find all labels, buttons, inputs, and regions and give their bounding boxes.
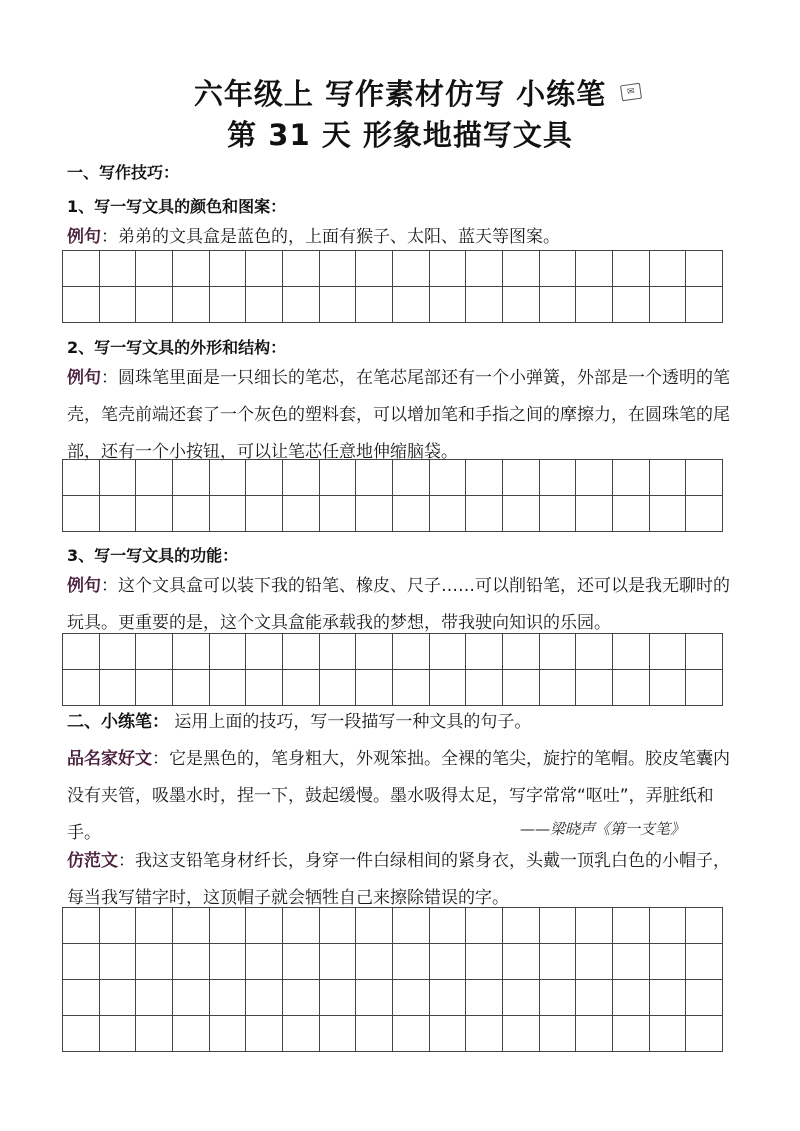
grid-cell[interactable] bbox=[650, 496, 687, 532]
grid-cell[interactable] bbox=[283, 496, 320, 532]
grid-cell[interactable] bbox=[576, 980, 613, 1016]
example-label: 例句 bbox=[67, 368, 101, 388]
grid-cell[interactable] bbox=[503, 670, 540, 706]
grid-cell[interactable] bbox=[173, 634, 210, 670]
grid-cell[interactable] bbox=[576, 287, 613, 323]
example-text: ：圆珠笔里面是一只细长的笔芯，在笔芯尾部还有一个小弹簧，外部是一个透明的笔壳，笔壳前端还套了一个灰色的塑料套，可以增加笔和手指之间的摩擦力，在圆珠笔的尾部，还有一个小按钮，可以让笔芯任意地伸缩脑袋。 bbox=[67, 368, 730, 462]
grid-cell[interactable] bbox=[393, 251, 430, 287]
grid-cell[interactable] bbox=[393, 634, 430, 670]
grid-cell[interactable] bbox=[246, 251, 283, 287]
grid-cell[interactable] bbox=[576, 634, 613, 670]
grid-cell[interactable] bbox=[63, 1016, 100, 1052]
page-title: 六年级上 写作素材仿写 小练笔 bbox=[193, 77, 607, 111]
grid-cell[interactable] bbox=[540, 908, 577, 944]
grid-cell[interactable] bbox=[283, 670, 320, 706]
grid-cell[interactable] bbox=[356, 670, 393, 706]
grid-cell[interactable] bbox=[613, 1016, 650, 1052]
grid-cell[interactable] bbox=[393, 908, 430, 944]
grid-cell[interactable] bbox=[246, 460, 283, 496]
grid-cell[interactable] bbox=[503, 1016, 540, 1052]
grid-cell[interactable] bbox=[246, 496, 283, 532]
grid-cell[interactable] bbox=[613, 908, 650, 944]
grid-cell[interactable] bbox=[540, 496, 577, 532]
grid-cell[interactable] bbox=[686, 908, 723, 944]
grid-cell[interactable] bbox=[356, 496, 393, 532]
grid-cell[interactable] bbox=[356, 1016, 393, 1052]
grid-cell[interactable] bbox=[686, 980, 723, 1016]
grid-cell[interactable] bbox=[430, 634, 467, 670]
section2-heading: 二、小练笔： bbox=[67, 712, 169, 732]
grid-cell[interactable] bbox=[503, 287, 540, 323]
grid-cell[interactable] bbox=[430, 670, 467, 706]
grid-cell[interactable] bbox=[356, 460, 393, 496]
grid-cell[interactable] bbox=[503, 980, 540, 1016]
grid-cell[interactable] bbox=[613, 287, 650, 323]
grid-cell[interactable] bbox=[320, 496, 357, 532]
section2-instruction: 运用上面的技巧，写一段描写一种文具的句子。 bbox=[174, 712, 532, 732]
grid-cell[interactable] bbox=[283, 980, 320, 1016]
grid-cell[interactable] bbox=[540, 980, 577, 1016]
grid-cell[interactable] bbox=[576, 496, 613, 532]
example-label: 例句 bbox=[67, 576, 101, 596]
grid-cell[interactable] bbox=[210, 496, 247, 532]
imitation-text: ：我这支铅笔身材纤长，身穿一件白绿相间的紧身衣，头戴一顶乳白色的小帽子，每当我写错字时，这顶帽子就会牺牲自己来擦除错误的字。 bbox=[67, 851, 730, 908]
grid-cell[interactable] bbox=[356, 287, 393, 323]
grid-cell[interactable] bbox=[136, 670, 173, 706]
section1-heading: 一、写作技巧： bbox=[67, 163, 180, 182]
grid-cell[interactable] bbox=[466, 944, 503, 980]
grid-cell[interactable] bbox=[283, 908, 320, 944]
grid-cell[interactable] bbox=[100, 634, 137, 670]
grid-cell[interactable] bbox=[466, 908, 503, 944]
grid-cell[interactable] bbox=[650, 634, 687, 670]
item2-example bbox=[67, 360, 737, 471]
grid-cell[interactable] bbox=[576, 460, 613, 496]
grid-cell[interactable] bbox=[283, 287, 320, 323]
grid-cell[interactable] bbox=[320, 460, 357, 496]
grid-cell[interactable] bbox=[100, 944, 137, 980]
grid-cell[interactable] bbox=[613, 251, 650, 287]
grid-cell[interactable] bbox=[393, 670, 430, 706]
grid-cell[interactable] bbox=[210, 944, 247, 980]
grid-cell[interactable] bbox=[430, 980, 467, 1016]
grid-cell[interactable] bbox=[136, 944, 173, 980]
grid-cell[interactable] bbox=[173, 908, 210, 944]
grid-cell[interactable] bbox=[613, 670, 650, 706]
grid-cell[interactable] bbox=[63, 460, 100, 496]
grid-cell[interactable] bbox=[650, 251, 687, 287]
grid-cell[interactable] bbox=[356, 944, 393, 980]
example-label: 例句 bbox=[67, 227, 101, 247]
writing-grid-1[interactable] bbox=[62, 250, 723, 323]
grid-cell[interactable] bbox=[393, 1016, 430, 1052]
grid-cell[interactable] bbox=[466, 496, 503, 532]
grid-cell[interactable] bbox=[466, 460, 503, 496]
grid-cell[interactable] bbox=[686, 634, 723, 670]
grid-cell[interactable] bbox=[466, 634, 503, 670]
grid-cell[interactable] bbox=[503, 496, 540, 532]
grid-cell[interactable] bbox=[210, 670, 247, 706]
grid-cell[interactable] bbox=[650, 670, 687, 706]
grid-cell[interactable] bbox=[100, 460, 137, 496]
grid-cell[interactable] bbox=[686, 670, 723, 706]
grid-cell[interactable] bbox=[650, 944, 687, 980]
grid-cell[interactable] bbox=[136, 1016, 173, 1052]
grid-cell[interactable] bbox=[650, 980, 687, 1016]
grid-cell[interactable] bbox=[503, 908, 540, 944]
grid-cell[interactable] bbox=[393, 496, 430, 532]
grid-cell[interactable] bbox=[650, 908, 687, 944]
grid-cell[interactable] bbox=[320, 908, 357, 944]
grid-cell[interactable] bbox=[466, 251, 503, 287]
grid-cell[interactable] bbox=[430, 251, 467, 287]
grid-cell[interactable] bbox=[576, 1016, 613, 1052]
example-text: ：弟弟的文具盒是蓝色的，上面有猴子、太阳、蓝天等图案。 bbox=[101, 227, 560, 247]
grid-cell[interactable] bbox=[320, 980, 357, 1016]
grid-cell[interactable] bbox=[246, 670, 283, 706]
grid-cell[interactable] bbox=[430, 460, 467, 496]
grid-cell[interactable] bbox=[613, 496, 650, 532]
grid-cell[interactable] bbox=[136, 908, 173, 944]
grid-cell[interactable] bbox=[100, 251, 137, 287]
grid-cell[interactable] bbox=[356, 251, 393, 287]
grid-cell[interactable] bbox=[576, 670, 613, 706]
grid-cell[interactable] bbox=[173, 944, 210, 980]
writing-grid-3[interactable] bbox=[62, 633, 723, 706]
grid-cell[interactable] bbox=[136, 287, 173, 323]
grid-cell[interactable] bbox=[173, 496, 210, 532]
example-text: ：这个文具盒可以装下我的铅笔、橡皮、尺子……可以削铅笔，还可以是我无聊时的玩具。更重要的是，这个文具盒能承载我的梦想，带我驶向知识的乐园。 bbox=[67, 576, 730, 633]
grid-cell[interactable] bbox=[320, 670, 357, 706]
grid-cell[interactable] bbox=[63, 496, 100, 532]
grid-cell[interactable] bbox=[320, 634, 357, 670]
grid-cell[interactable] bbox=[540, 670, 577, 706]
grid-cell[interactable] bbox=[430, 496, 467, 532]
grid-cell[interactable] bbox=[466, 287, 503, 323]
grid-cell[interactable] bbox=[100, 908, 137, 944]
grid-cell[interactable] bbox=[503, 944, 540, 980]
grid-cell[interactable] bbox=[246, 980, 283, 1016]
grid-cell[interactable] bbox=[540, 944, 577, 980]
grid-cell[interactable] bbox=[63, 287, 100, 323]
grid-cell[interactable] bbox=[173, 251, 210, 287]
grid-cell[interactable] bbox=[430, 908, 467, 944]
grid-cell[interactable] bbox=[100, 1016, 137, 1052]
grid-cell[interactable] bbox=[430, 287, 467, 323]
grid-cell[interactable] bbox=[246, 634, 283, 670]
grid-cell[interactable] bbox=[210, 634, 247, 670]
grid-cell[interactable] bbox=[686, 496, 723, 532]
grid-cell[interactable] bbox=[283, 1016, 320, 1052]
grid-cell[interactable] bbox=[393, 460, 430, 496]
grid-cell[interactable] bbox=[576, 251, 613, 287]
grid-cell[interactable] bbox=[246, 908, 283, 944]
grid-cell[interactable] bbox=[100, 670, 137, 706]
grid-cell[interactable] bbox=[320, 1016, 357, 1052]
grid-cell[interactable] bbox=[63, 670, 100, 706]
writing-grid-4[interactable] bbox=[62, 907, 723, 1052]
grid-cell[interactable] bbox=[210, 1016, 247, 1052]
grid-cell[interactable] bbox=[246, 1016, 283, 1052]
grid-cell[interactable] bbox=[320, 251, 357, 287]
grid-cell[interactable] bbox=[650, 287, 687, 323]
grid-cell[interactable] bbox=[246, 287, 283, 323]
writing-grid-2[interactable] bbox=[62, 459, 723, 532]
grid-cell[interactable] bbox=[686, 944, 723, 980]
grid-cell[interactable] bbox=[356, 634, 393, 670]
famous-citation: ——梁晓声《第一支笔》 bbox=[520, 820, 686, 838]
famous-label: 品名家好文 bbox=[67, 749, 152, 769]
grid-cell[interactable] bbox=[503, 460, 540, 496]
grid-cell[interactable] bbox=[613, 460, 650, 496]
grid-cell[interactable] bbox=[320, 944, 357, 980]
grid-cell[interactable] bbox=[503, 251, 540, 287]
grid-cell[interactable] bbox=[650, 460, 687, 496]
grid-cell[interactable] bbox=[136, 980, 173, 1016]
grid-cell[interactable] bbox=[576, 908, 613, 944]
grid-cell[interactable] bbox=[540, 287, 577, 323]
grid-cell[interactable] bbox=[283, 634, 320, 670]
grid-cell[interactable] bbox=[210, 908, 247, 944]
grid-cell[interactable] bbox=[393, 287, 430, 323]
grid-cell[interactable] bbox=[136, 460, 173, 496]
grid-cell[interactable] bbox=[540, 460, 577, 496]
grid-cell[interactable] bbox=[283, 251, 320, 287]
grid-cell[interactable] bbox=[210, 460, 247, 496]
grid-cell[interactable] bbox=[686, 287, 723, 323]
grid-cell[interactable] bbox=[686, 1016, 723, 1052]
grid-cell[interactable] bbox=[283, 460, 320, 496]
grid-cell[interactable] bbox=[466, 980, 503, 1016]
grid-cell[interactable] bbox=[320, 287, 357, 323]
grid-cell[interactable] bbox=[576, 944, 613, 980]
item2-heading: 2、写一写文具的外形和结构： bbox=[67, 338, 287, 357]
grid-cell[interactable] bbox=[503, 634, 540, 670]
grid-cell[interactable] bbox=[63, 980, 100, 1016]
grid-cell[interactable] bbox=[393, 980, 430, 1016]
grid-cell[interactable] bbox=[173, 460, 210, 496]
imitation-block bbox=[67, 843, 737, 917]
grid-cell[interactable] bbox=[686, 251, 723, 287]
grid-cell[interactable] bbox=[466, 670, 503, 706]
stamp-icon: ✉ bbox=[620, 83, 642, 102]
item3-heading: 3、写一写文具的功能： bbox=[67, 546, 239, 565]
grid-cell[interactable] bbox=[100, 287, 137, 323]
grid-cell[interactable] bbox=[246, 944, 283, 980]
grid-cell[interactable] bbox=[173, 287, 210, 323]
grid-cell[interactable] bbox=[100, 980, 137, 1016]
grid-cell[interactable] bbox=[210, 287, 247, 323]
grid-cell[interactable] bbox=[100, 496, 137, 532]
grid-cell[interactable] bbox=[136, 634, 173, 670]
grid-cell[interactable] bbox=[356, 908, 393, 944]
grid-cell[interactable] bbox=[430, 1016, 467, 1052]
grid-cell[interactable] bbox=[63, 944, 100, 980]
grid-cell[interactable] bbox=[356, 980, 393, 1016]
grid-cell[interactable] bbox=[136, 496, 173, 532]
grid-cell[interactable] bbox=[540, 251, 577, 287]
grid-cell[interactable] bbox=[613, 980, 650, 1016]
grid-cell[interactable] bbox=[173, 980, 210, 1016]
grid-cell[interactable] bbox=[283, 944, 320, 980]
grid-cell[interactable] bbox=[173, 670, 210, 706]
grid-cell[interactable] bbox=[540, 1016, 577, 1052]
grid-cell[interactable] bbox=[210, 251, 247, 287]
imitation-label: 仿范文 bbox=[67, 851, 118, 871]
page-subtitle: 第 31 天 形象地描写文具 bbox=[227, 118, 573, 152]
grid-cell[interactable] bbox=[430, 944, 467, 980]
grid-cell[interactable] bbox=[63, 634, 100, 670]
grid-cell[interactable] bbox=[210, 980, 247, 1016]
grid-cell[interactable] bbox=[613, 944, 650, 980]
grid-cell[interactable] bbox=[173, 1016, 210, 1052]
grid-cell[interactable] bbox=[466, 1016, 503, 1052]
grid-cell[interactable] bbox=[613, 634, 650, 670]
item1-heading: 1、写一写文具的颜色和图案： bbox=[67, 197, 287, 216]
item3-example bbox=[67, 568, 737, 642]
grid-cell[interactable] bbox=[136, 251, 173, 287]
grid-cell[interactable] bbox=[650, 1016, 687, 1052]
famous-text: ：它是黑色的，笔身粗大，外观笨拙。全裸的笔尖，旋拧的笔帽。胶皮笔囊内没有夹管，吸墨水时，捏一下，鼓起缓慢。墨水吸得太足，写字常常“呕吐”，弄脏纸和手。 bbox=[67, 749, 730, 843]
grid-cell[interactable] bbox=[393, 944, 430, 980]
grid-cell[interactable] bbox=[686, 460, 723, 496]
section2-line bbox=[67, 704, 737, 741]
grid-cell[interactable] bbox=[540, 634, 577, 670]
grid-cell[interactable] bbox=[63, 251, 100, 287]
grid-cell[interactable] bbox=[63, 908, 100, 944]
